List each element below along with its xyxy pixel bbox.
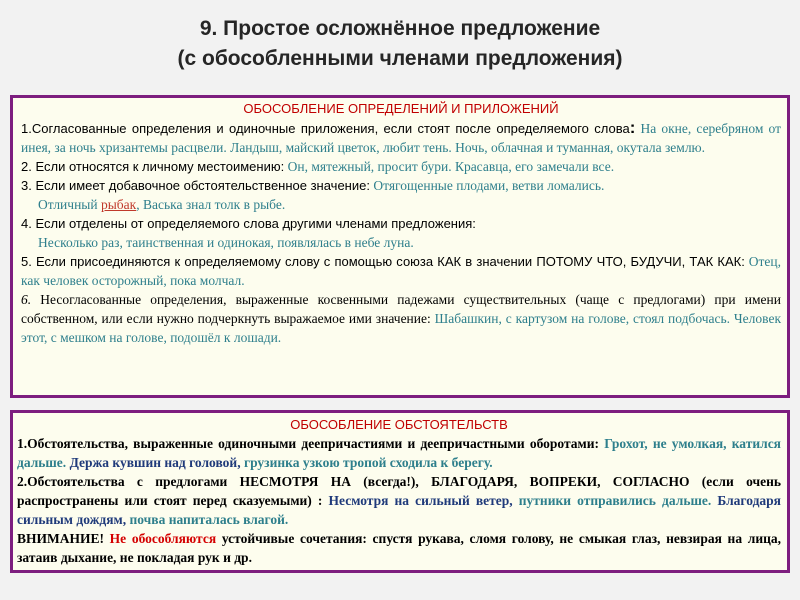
rule-6-text: Несогласованные определения, выраженные косвенными падежами существительных (чаще с предлогами) при имени собственном, или если нужно подчеркнуть выражаемое ими значение: bbox=[21, 292, 781, 326]
rule-3-example: Отягощенные плодами, ветви ломались. bbox=[369, 178, 605, 193]
rule-3b-word: рыбак bbox=[100, 197, 137, 212]
rule-6-number: 6. bbox=[21, 292, 32, 307]
rule-4-text: 4. Если отделены от определяемого слова другими членами предложения: bbox=[21, 216, 476, 231]
rule-6 bbox=[21, 290, 781, 347]
rule-3 bbox=[21, 176, 781, 195]
item-1-example-2: Держа кувшин над головой, bbox=[66, 455, 241, 470]
rule-3b-pre: Отличный bbox=[38, 197, 101, 212]
rule-3-example-2 bbox=[21, 195, 781, 214]
item-1-example: Грохот, не умолкая, катился дальше. bbox=[17, 436, 781, 470]
item-2-example-4: почва напиталась влагой. bbox=[126, 512, 289, 527]
rule-4-example-line bbox=[21, 233, 781, 252]
rule-1-text: 1.Согласованные определения и одиночные приложения, если стоят после определяемого слова bbox=[21, 121, 630, 136]
slide-title bbox=[0, 14, 800, 74]
rule-2 bbox=[21, 157, 781, 176]
attention-note bbox=[17, 529, 781, 567]
attention-red: Не обособляются bbox=[104, 531, 217, 546]
rule-5 bbox=[21, 252, 781, 290]
attention-text: устойчивые сочетания: спустя рукава, сломя голову, не смыкая глаз, невзирая на лица, затаив дыхание, не покладая рук и др. bbox=[17, 531, 782, 565]
item-1-example-3: грузинка узкою тропой сходила к берегу. bbox=[240, 455, 493, 470]
title-line-2: (с обособленными членами предложения) bbox=[177, 47, 623, 70]
rule-6-example: Шабашкин, с картузом на голове, стоял подбочась. Человек этот, с мешком на голове, подошёл к лошади. bbox=[21, 311, 782, 345]
item-2-text: 2.Обстоятельства с предлогами НЕСМОТРЯ НА (всегда!), БЛАГОДАРЯ, ВОПРЕКИ, СОГЛАСНО (если очень распространены или стоят перед сказуемыми) : bbox=[17, 474, 781, 508]
item-2-example-2: путники отправились дальше. bbox=[512, 493, 712, 508]
item-2 bbox=[17, 472, 781, 529]
circumstances-box bbox=[10, 410, 790, 573]
rule-4-example: Несколько раз, таинственная и одинокая, появлялась в небе луна. bbox=[38, 235, 414, 250]
item-2-example: Несмотря на сильный ветер, bbox=[322, 493, 513, 508]
title-line-1: 9. Простое осложнённое предложение bbox=[199, 17, 601, 40]
circumstances-heading: ОБОСОБЛЕНИЕ ОБСТОЯТЕЛЬСТВ bbox=[290, 417, 508, 432]
rule-4 bbox=[21, 214, 781, 233]
rule-1-example: На окне, серебряном от инея, за ночь хризантемы расцвели. Ландыш, майский цветок, любит тень. Ночь, облачная и туманная, окутала землю. bbox=[21, 121, 781, 155]
attention-label: ВНИМАНИЕ! bbox=[17, 531, 104, 546]
item-2-example-3: Благодаря сильным дождям, bbox=[17, 493, 781, 527]
rule-1-colon: : bbox=[629, 118, 636, 137]
rule-2-text: 2. Если относятся к личному местоимению: bbox=[21, 159, 285, 174]
item-1 bbox=[17, 434, 781, 472]
rule-3b-post: , Васька знал толк в рыбе. bbox=[136, 197, 286, 212]
rule-1 bbox=[21, 118, 781, 157]
rule-3-text: 3. Если имеет добавочное обстоятельственное значение: bbox=[21, 178, 370, 193]
rule-2-example: Он, мятежный, просит бури. Красавца, его замечали все. bbox=[284, 159, 615, 174]
item-1-text: 1.Обстоятельства, выраженные одиночными деепричастиями и деепричастными оборотами: bbox=[17, 436, 599, 451]
definitions-box bbox=[10, 95, 790, 398]
definitions-heading: ОБОСОБЛЕНИЕ ОПРЕДЕЛЕНИЙ И ПРИЛОЖЕНИЙ bbox=[243, 101, 559, 116]
rule-5-example: Отец, как человек осторожный, пока молчал. bbox=[21, 254, 782, 288]
rule-5-text: 5. Если присоединяются к определяемому слову с помощью союза КАК в значении ПОТОМУ ЧТО, БУДУЧИ, ТАК КАК: bbox=[21, 254, 745, 269]
